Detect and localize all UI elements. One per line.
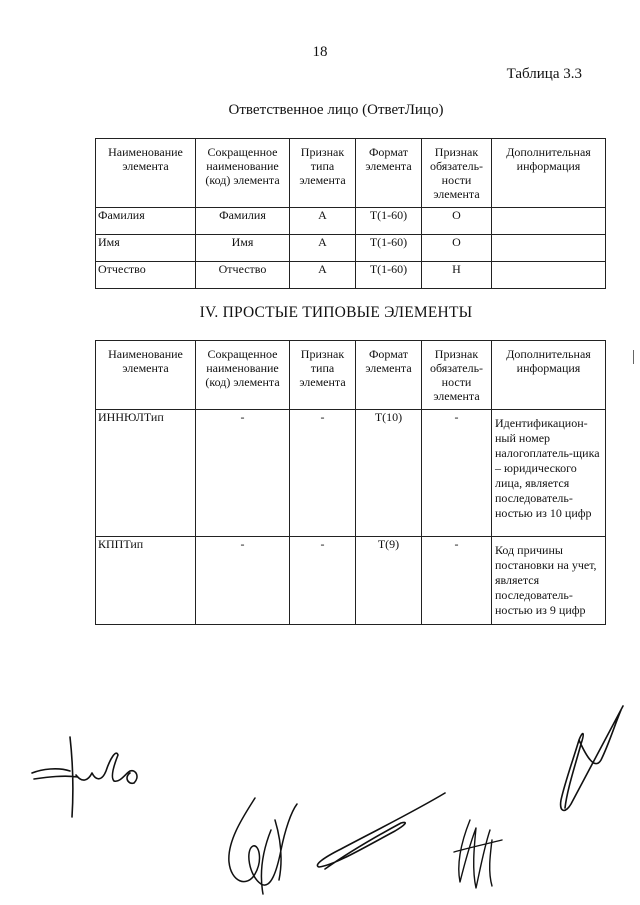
cell-name: Имя (96, 235, 196, 262)
cell-type: - (290, 537, 356, 625)
cell-type: - (290, 410, 356, 537)
scan-edge-mark (633, 350, 634, 364)
cell-code: Отчество (196, 262, 290, 289)
cell-required: - (422, 410, 492, 537)
cell-info (492, 262, 606, 289)
cell-required: О (422, 208, 492, 235)
cell-info: Код причины постановки на учет, является последователь-ностью из 9 цифр (492, 537, 606, 625)
cell-info: Идентификацион-ный номер налогоплатель-щика – юридического лица, является последователь-ностью из 10 цифр (492, 410, 606, 537)
cell-code: Имя (196, 235, 290, 262)
header-info: Дополнительная информация (492, 139, 606, 208)
cell-name: ИННЮЛТип (96, 410, 196, 537)
header-element-name: Наименование элемента (96, 139, 196, 208)
table-label: Таблица 3.3 (506, 66, 582, 82)
cell-code: - (196, 410, 290, 537)
header-type: Признак типа элемента (290, 139, 356, 208)
table1-caption: Ответственное лицо (ОтветЛицо) (228, 102, 444, 118)
page-number: 18 (312, 44, 328, 60)
cell-info (492, 208, 606, 235)
section-title: IV. ПРОСТЫЕ ТИПОВЫЕ ЭЛЕМЕНТЫ (199, 304, 473, 321)
signature-left (18, 725, 158, 830)
header-required: Признак обязатель-ности элемента (422, 139, 492, 208)
signature-middle-3 (440, 800, 510, 895)
header-required: Признак обязатель-ности элемента (422, 341, 492, 410)
cell-type: А (290, 262, 356, 289)
cell-info (492, 235, 606, 262)
header-format: Формат элемента (356, 139, 422, 208)
cell-format: Т(1-60) (356, 235, 422, 262)
cell-format: Т(1-60) (356, 262, 422, 289)
signature-middle-2 (305, 785, 455, 875)
cell-format: Т(1-60) (356, 208, 422, 235)
responsible-person-table (95, 138, 606, 289)
cell-name: Отчество (96, 262, 196, 289)
header-short-name: Сокращенное наименование (код) элемента (196, 341, 290, 410)
cell-type: А (290, 235, 356, 262)
header-format: Формат элемента (356, 341, 422, 410)
cell-type: А (290, 208, 356, 235)
table-row (96, 235, 606, 262)
cell-code: Фамилия (196, 208, 290, 235)
table-row (96, 262, 606, 289)
cell-format: Т(10) (356, 410, 422, 537)
cell-name: КППТип (96, 537, 196, 625)
cell-code: - (196, 537, 290, 625)
header-type: Признак типа элемента (290, 341, 356, 410)
table-row (96, 410, 606, 537)
header-short-name: Сокращенное наименование (код) элемента (196, 139, 290, 208)
table-row (96, 208, 606, 235)
header-element-name: Наименование элемента (96, 341, 196, 410)
cell-format: Т(9) (356, 537, 422, 625)
signature-middle-1 (215, 790, 310, 900)
cell-required: О (422, 235, 492, 262)
simple-types-table (95, 340, 606, 625)
cell-required: - (422, 537, 492, 625)
cell-name: Фамилия (96, 208, 196, 235)
header-info: Дополнительная информация (492, 341, 606, 410)
table-row (96, 537, 606, 625)
signature-right (525, 700, 630, 820)
cell-required: Н (422, 262, 492, 289)
